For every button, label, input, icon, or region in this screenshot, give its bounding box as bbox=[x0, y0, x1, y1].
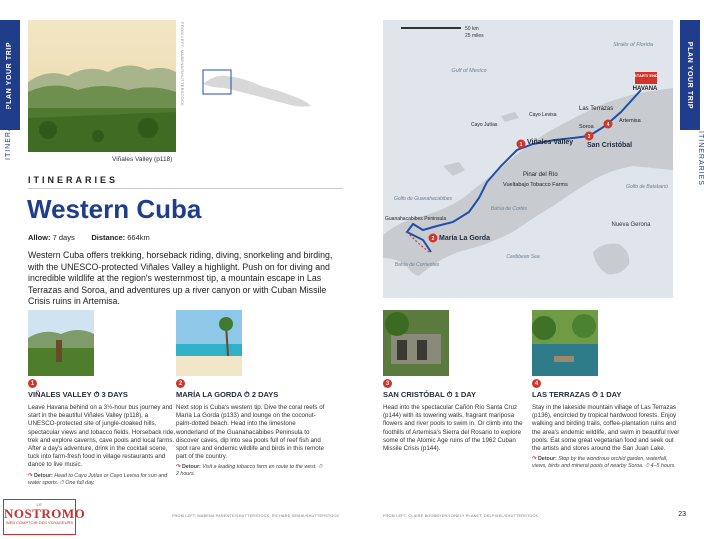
intro-text: Western Cuba offers trekking, horseback riding, diving, snorkeling and birding, with the UNESCO-protected Viñales Valley a highlight. Push on for diving and incredible wildlife at the region's westernmost tip, a mountain escape in Las Terrazas and Soroa, and adventures up a river canyon or with Cuban Missile Crisis ruins in Artemisa. bbox=[28, 250, 333, 307]
label-gulf-mexico: Gulf of Mexico bbox=[451, 68, 487, 74]
label-guanahacabibes: Guanahacabibes Peninsula bbox=[385, 216, 447, 222]
photo-credit-left: FROM LEFT: MABENA PARENTE/SHUTTERSTOCK; RICHARD SEMIK/SHUTTERSTOCK bbox=[172, 514, 340, 518]
card-detour: ↷ Detour: Stop by the wondrous orchid garden, waterfall, views, birds and mineral pools of nearby Soroa. ⏱ 4–5 hours. bbox=[532, 456, 676, 470]
card-days: 3 DAYS bbox=[101, 390, 128, 399]
card-body: Head into the spectacular Cañón Río Santa Cruz (p144) with its towering walls, fragrant mariposa flowers and river pools to swim in. Or climb into the foothills of Artemisa's Sierra del Rosario to explore some of the Atomic Age ruins of the 1962 Cuban Missile Crisis (p144). bbox=[383, 404, 523, 453]
clock-icon: ⏱ bbox=[243, 390, 250, 399]
distance-label: Distance: bbox=[91, 233, 126, 242]
label-las-terrazas: Las Terrazas bbox=[579, 106, 614, 112]
label-nueva-gerona: Nueva Gerona bbox=[611, 222, 651, 228]
section-label: ITINERARIES bbox=[28, 175, 119, 185]
card-photo-las-terrazas bbox=[532, 310, 598, 376]
side-tab-plan: PLAN YOUR TRIP bbox=[0, 20, 20, 130]
trip-meta bbox=[28, 233, 150, 242]
label-san-cristobal: San Cristóbal bbox=[587, 142, 633, 149]
label-straits: Straits of Florida bbox=[612, 42, 654, 48]
side-label-itineraries: ITINERARIES bbox=[5, 105, 12, 160]
detour-icon: ↷ bbox=[176, 464, 181, 471]
distance-value: 664km bbox=[127, 233, 150, 242]
label-cayo-jutias: Cayo Jutías bbox=[471, 122, 498, 128]
clock-icon: ⏱ bbox=[446, 390, 453, 399]
label-bahia-corrientes: Bahía de Corrientes bbox=[394, 262, 440, 268]
section-divider bbox=[28, 188, 343, 189]
page-title: Western Cuba bbox=[27, 194, 202, 224]
card-heading bbox=[28, 390, 178, 400]
itinerary-card-4 bbox=[532, 310, 682, 470]
allow-value: 7 days bbox=[52, 233, 75, 242]
nostromo-logo: LE NOSTROMO WEB COMPTOIR DES VOYAGEURS bbox=[3, 499, 76, 535]
clock-icon: ⏱ bbox=[592, 390, 598, 399]
label-vueltabajo: Vueltabajo Tobacco Farms bbox=[503, 182, 568, 188]
map-marker-3: 3 bbox=[587, 134, 591, 140]
label-bahia-cortes: Bahía de Cortés bbox=[490, 206, 528, 212]
stop-number-badge: 1 bbox=[28, 379, 37, 388]
card-place: MARÍA LA GORDA bbox=[176, 390, 242, 399]
allow-label: Allow: bbox=[28, 233, 51, 242]
detour-icon: ↷ bbox=[532, 456, 537, 463]
itinerary-card-3 bbox=[383, 310, 533, 453]
hero-credit: FROM LEFT: MABENA/SHUTTERSTOCK bbox=[180, 22, 185, 107]
card-heading bbox=[383, 390, 533, 400]
label-gulf-batabano: Golfo de Batabanó bbox=[626, 184, 668, 190]
card-heading bbox=[532, 390, 682, 400]
label-artemisa: Artemisa bbox=[619, 118, 641, 124]
stop-number-badge: 4 bbox=[532, 379, 541, 388]
detour-icon: ↷ bbox=[28, 472, 33, 479]
card-body: Leave Havana behind on a 3½-hour bus journey and start in the beautiful Viñales Valley (p118), a UNESCO-protected site of jungle-cloaked hills, spectacular views and tobacco fields. Horseback ride, trek and explore caverns, cave pools and local farms. After a day's adventure, drink in the cocktail scene, tuck into farm-fresh food in village restaurants and dance to live music. bbox=[28, 404, 176, 469]
card-photo-vinales bbox=[28, 310, 94, 376]
map-marker-4: 4 bbox=[606, 122, 610, 128]
itinerary-card-2 bbox=[176, 310, 326, 478]
stop-number-badge: 3 bbox=[383, 379, 392, 388]
card-body: Next stop is Cuba's western tip. Dive the coral reefs of María La Gorda (p133) and lounge on the coconut-palm-dotted beach. Head into the limestone wonderland of the Guanahacabibes Peninsula to discover caves, dip into sea pools full of reef fish and spot rare and endemic wildlife and birds in this remote part of the country. bbox=[176, 404, 325, 461]
label-soroa: Soroa bbox=[579, 124, 594, 130]
scale-miles: 25 miles bbox=[465, 33, 484, 39]
cuba-locator-map bbox=[195, 66, 315, 114]
card-detour: ↷ Detour: Visit a leading tobacco farm en route to the west. ⏱ 2 hours. bbox=[176, 464, 323, 478]
card-days: 2 DAYS bbox=[251, 390, 279, 399]
map-marker-2: 2 bbox=[431, 236, 435, 242]
itinerary-card-1 bbox=[28, 310, 181, 487]
clock-icon: ⏱ bbox=[93, 390, 100, 399]
photo-credit-right: FROM LEFT: CLAIRE BOOBBYER/LONELY PLANET; DELPIXEL/SHUTTERSTOCK bbox=[383, 514, 539, 518]
card-body: Stay in the lakeside mountain village of Las Terrazas (p136), encircled by tropical hardwood forests. Enjoy walking and birding trails, coffee-plantation ruins and the area's endemic wildlife, and swim in beautiful river pools. Eat some great vegetarian food and seek out the artists and stores around the San Juan Lake. bbox=[532, 404, 680, 453]
label-gulf-guanahacabibes: Golfo de Guanahacabibes bbox=[393, 196, 453, 202]
route-map bbox=[383, 20, 673, 298]
card-detour: ↷ Detour: Head to Cayo Jutías or Cayo Levisa for sun and water sports. ⏱ One full day. bbox=[28, 472, 168, 486]
card-photo-san-cristobal bbox=[383, 310, 449, 376]
label-pinar-del-rio: Pinar del Río bbox=[523, 172, 558, 178]
stop-number-badge: 2 bbox=[176, 379, 185, 388]
card-heading bbox=[176, 390, 326, 400]
page-number: 23 bbox=[678, 511, 686, 518]
card-place: SAN CRISTÓBAL bbox=[383, 390, 445, 399]
label-cayo-levisa: Cayo Levisa bbox=[529, 112, 557, 118]
hero-caption: Viñales Valley (p118) bbox=[112, 156, 173, 163]
label-havana: HAVANA bbox=[632, 86, 658, 92]
scale-km: 50 km bbox=[465, 26, 479, 32]
label-caribbean: Caribbean Sea bbox=[506, 254, 540, 260]
label-start-end: START/ END bbox=[634, 73, 658, 78]
side-label-itineraries-right: ITINERARIES bbox=[697, 131, 704, 186]
card-place: VIÑALES VALLEY bbox=[28, 390, 92, 399]
card-days: 1 DAY bbox=[454, 390, 476, 399]
card-place: LAS TERRAZAS bbox=[532, 390, 590, 399]
map-marker-1: 1 bbox=[519, 142, 523, 148]
card-photo-maria-la-gorda bbox=[176, 310, 242, 376]
label-vinales: Viñales Valley bbox=[527, 139, 574, 146]
hero-photo-vinales bbox=[28, 20, 176, 152]
card-days: 1 DAY bbox=[599, 390, 622, 399]
label-maria-la-gorda: María La Gorda bbox=[439, 235, 490, 242]
side-tab-plan-right: PLAN YOUR TRIP bbox=[680, 20, 700, 130]
